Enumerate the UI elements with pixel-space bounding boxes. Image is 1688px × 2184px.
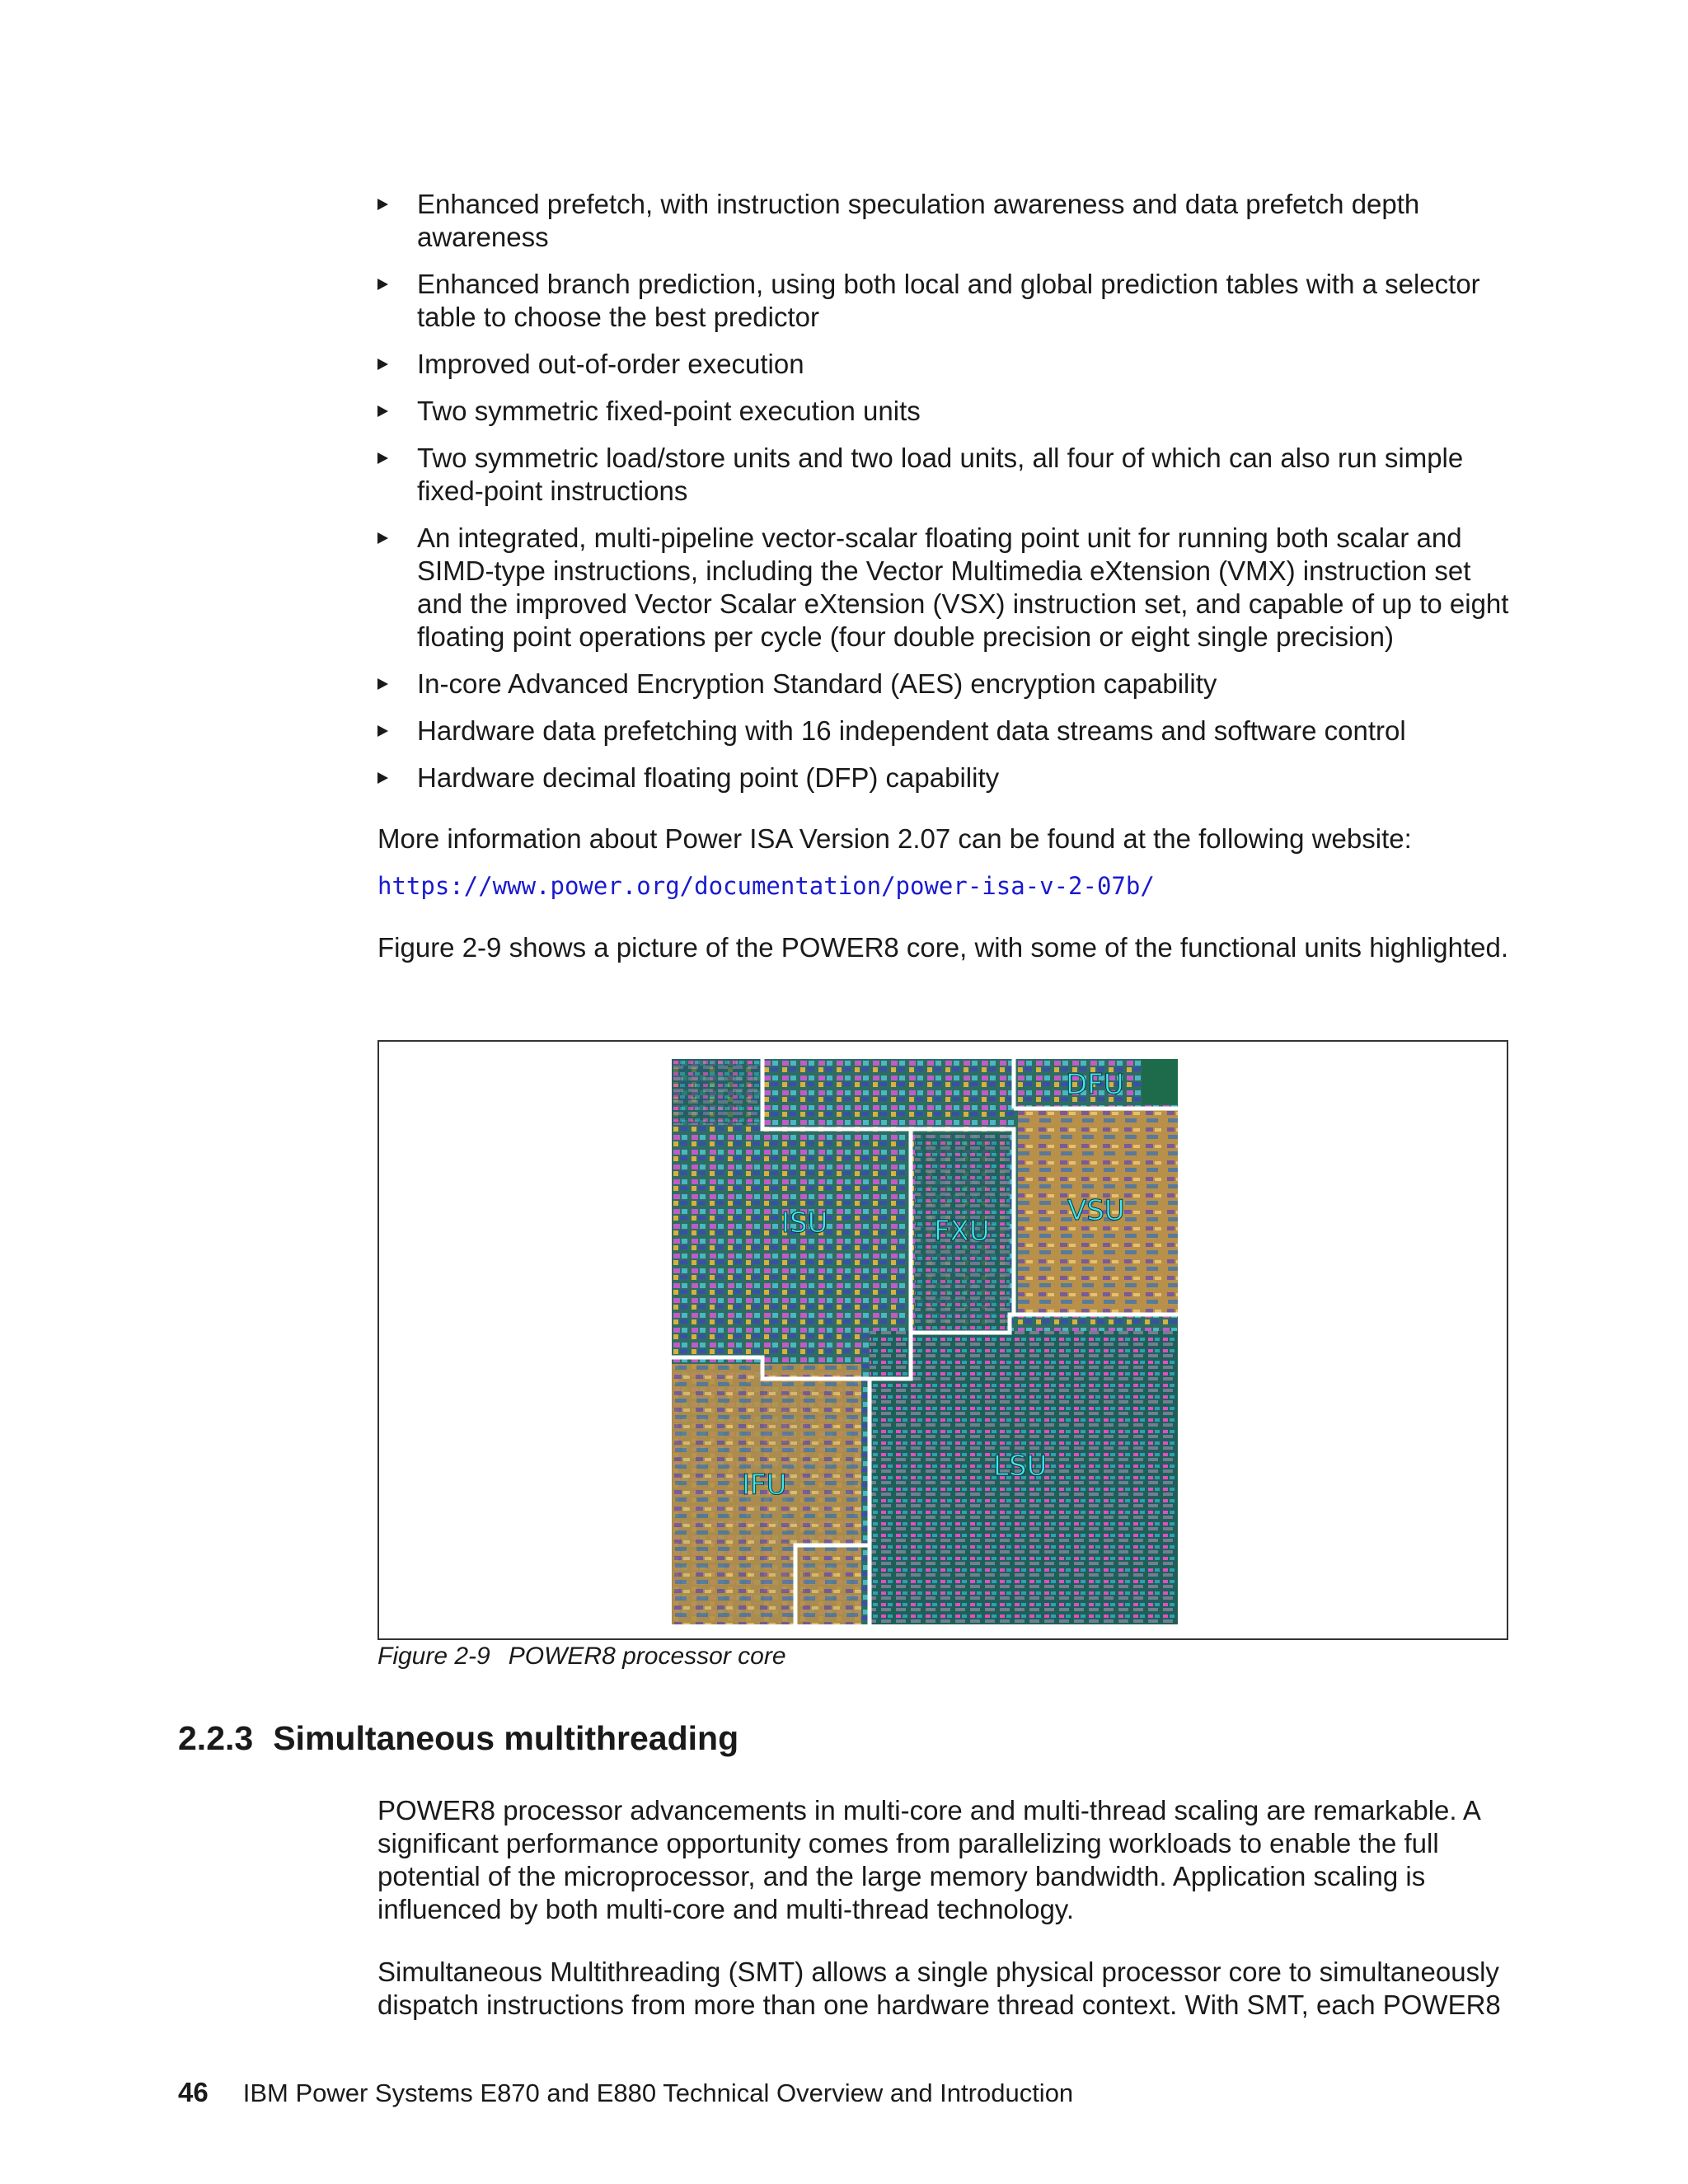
power8-core-die-image — [672, 1059, 1178, 1624]
figure-number: Figure 2-9 — [377, 1643, 490, 1670]
list-item: Enhanced prefetch, with instruction speculation awareness and data prefetch depth awareness — [377, 188, 1515, 254]
bullet-arrow-icon — [377, 405, 388, 417]
footer-title: IBM Power Systems E870 and E880 Technical Overview and Introduction — [242, 2079, 1074, 2107]
fxu-label: FXU — [934, 1215, 990, 1248]
list-item: Two symmetric fixed-point execution units — [377, 395, 1515, 428]
vsu-label: VSU — [1067, 1194, 1125, 1227]
page-footer — [178, 2077, 1073, 2108]
bullet-arrow-icon — [377, 772, 388, 784]
bullet-arrow-icon — [377, 678, 388, 690]
lsu-label: LSU — [993, 1450, 1048, 1483]
bullet-arrow-icon — [377, 452, 388, 464]
bullet-arrow-icon — [377, 279, 388, 290]
figure-caption-text: POWER8 processor core — [508, 1643, 786, 1670]
body-paragraph: Simultaneous Multithreading (SMT) allows a single physical processor core to simultaneously dispatch instructions from more than one hardware thread context. With SMT, each POWER8 — [377, 1957, 1501, 2020]
bullet-arrow-icon — [377, 359, 388, 370]
list-item: In-core Advanced Encryption Standard (AES) encryption capability — [377, 668, 1515, 701]
page-number: 46 — [178, 2077, 209, 2107]
body-paragraph: POWER8 processor advancements in multi-core and multi-thread scaling are remarkable. A significant performance opportunity comes from parallelizing workloads to enable the full potential of the microprocessor, and the large memory bandwidth. Application scaling is influenced by both multi-core and multi-thread technology. — [377, 1795, 1480, 1924]
bullet-arrow-icon — [377, 725, 388, 737]
dfu-side-block — [1142, 1059, 1178, 1104]
feature-list — [377, 188, 1515, 808]
section-heading — [178, 1719, 738, 1758]
list-item: Hardware decimal floating point (DFP) capability — [377, 762, 1515, 794]
bullet-arrow-icon — [377, 199, 388, 210]
list-item: Hardware data prefetching with 16 independent data streams and software control — [377, 715, 1515, 748]
figure-frame — [377, 1040, 1508, 1640]
section-title: Simultaneous multithreading — [273, 1719, 739, 1757]
figure-intro-text: Figure 2-9 shows a picture of the POWER8 core, with some of the functional units highlighted. — [377, 932, 1509, 963]
figure-caption — [377, 1643, 786, 1671]
corner-block — [672, 1059, 762, 1125]
list-item: An integrated, multi-pipeline vector-scalar floating point unit for running both scalar and SIMD-type instructions, including the Vector Multimedia eXtension (VMX) instruction set and the improved Vector Scalar eXtension (VSX) instruction set, and capable of up to eight floating point operations per cycle (four double precision or eight single precision) — [377, 522, 1515, 654]
isu-label: ISU — [781, 1207, 828, 1240]
isa-documentation-link[interactable]: https://www.power.org/documentation/power-isa-v-2-07b/ — [377, 872, 1155, 900]
ifu-label: IFU — [742, 1469, 787, 1502]
more-info-text: More information about Power ISA Version 2.07 can be found at the following website: — [377, 823, 1412, 854]
dfu-label: DFU — [1066, 1068, 1124, 1101]
list-item: Two symmetric load/store units and two load units, all four of which can also run simple fixed-point instructions — [377, 442, 1515, 508]
section-number: 2.2.3 — [178, 1719, 254, 1757]
bullet-arrow-icon — [377, 532, 388, 544]
list-item: Improved out-of-order execution — [377, 348, 1515, 381]
list-item: Enhanced branch prediction, using both local and global prediction tables with a selector table to choose the best predictor — [377, 268, 1515, 334]
